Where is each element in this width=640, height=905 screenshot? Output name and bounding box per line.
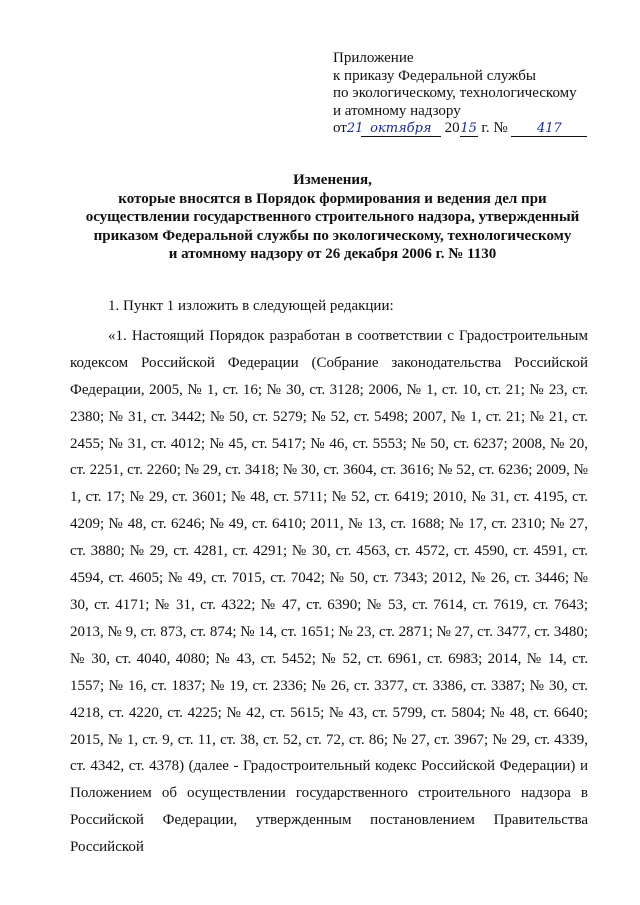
- document-title: [40, 171, 625, 264]
- handwritten-month: октября: [361, 122, 441, 137]
- appendix-line-3: по экологическому, технологическому: [333, 85, 577, 101]
- year-unit: г.: [481, 120, 490, 136]
- date-prefix: от: [333, 120, 347, 136]
- body-paragraph-2: «1. Настоящий Порядок разработан в соответствии с Градостроительным кодексом Российской Федерации (Собрание законодательства Российской Федерации, 2005, № 1, ст. 16; № 30, ст. 3128; 2006, № 1, ст. 10, ст. 21; № 23, ст. 2380; № 31, ст. 3442; № 50, ст. 5279; № 52, ст. 5498; 2007, № 1, ст. 21; № 21, ст. 2455; № 31, ст. 4012; № 45, ст. 5417; № 46, ст. 5553; № 50, ст. 6237; 2008, № 20, ст. 2251, ст. 2260; № 29, ст. 3418; № 30, ст. 3604, ст. 3616; № 52, ст. 6236; 2009, № 1, ст. 17; № 29, ст. 3601; № 48, ст. 5711; № 52, ст. 6419; 2010, № 31, ст. 4195, ст. 4209; № 48, ст. 6246; № 49, ст. 6410; 2011, № 13, ст. 1688; № 17, ст. 2310; № 27, ст. 3880; № 29, ст. 4281, ст. 4291; № 30, ст. 4563, ст. 4572, ст. 4590, ст. 4591, ст. 4594, ст. 4605; № 49, ст. 7015, ст. 7042; № 50, ст. 7343; 2012, № 26, ст. 3446; № 30, ст. 4171; № 31, ст. 4322; № 47, ст. 6390; № 53, ст. 7614, ст. 7619, ст. 7643; 2013, № 9, ст. 873, ст. 874; № 14, ст. 1651; № 23, ст. 2871; № 27, ст. 3477, ст. 3480; № 30, ст. 4040, 4080; № 43, ст. 5452; № 52, ст. 6961, ст. 6983; 2014, № 14, ст. 1557; № 16, ст. 1837; № 19, ст. 2336; № 26, ст. 3377, ст. 3386, ст. 3387; № 30, ст. 4218, ст. 4220, ст. 4225; № 42, ст. 5615; № 43, ст. 5799, ст. 5804; № 48, ст. 6640; 2015, № 1, ст. 9, ст. 11, ст. 38, ст. 52, ст. 72, ст. 86; № 27, ст. 3967; № 29, ст. 4339, ст. 4342, ст. 4378) (далее - Градостроительный кодекс Российской Федерации) и Положением об осуществлении государственного строительного надзора в Российской Федерации, утвержденным постановлением Правительства Российской: [70, 327, 588, 856]
- title-line-4: и атомному надзору от 26 декабря 2006 г. № 1130: [168, 246, 497, 262]
- appendix-line-1: Приложение: [333, 50, 414, 66]
- appendix-date-line: [333, 120, 633, 138]
- document-body: [70, 293, 588, 861]
- title-heading: Изменения,: [293, 172, 372, 188]
- appendix-block: [333, 50, 633, 138]
- title-line-1: которые вносятся в Порядок формирования и ведения дел при: [118, 190, 547, 207]
- title-line-3: приказом Федеральной службы по экологическому, технологическому: [93, 227, 572, 244]
- handwritten-year: 15: [460, 121, 477, 136]
- year-prefix: 20: [444, 120, 460, 136]
- body-paragraph-1: 1. Пункт 1 изложить в следующей редакции:: [108, 298, 394, 314]
- handwritten-day: 21: [346, 121, 364, 136]
- handwritten-number: 417: [511, 122, 587, 137]
- appendix-line-4: и атомному надзору: [333, 102, 461, 119]
- title-line-2: осуществлении государственного строительного надзора, утвержденный: [85, 209, 580, 225]
- number-label: №: [493, 120, 508, 136]
- appendix-line-2: к приказу Федеральной службы: [333, 67, 537, 84]
